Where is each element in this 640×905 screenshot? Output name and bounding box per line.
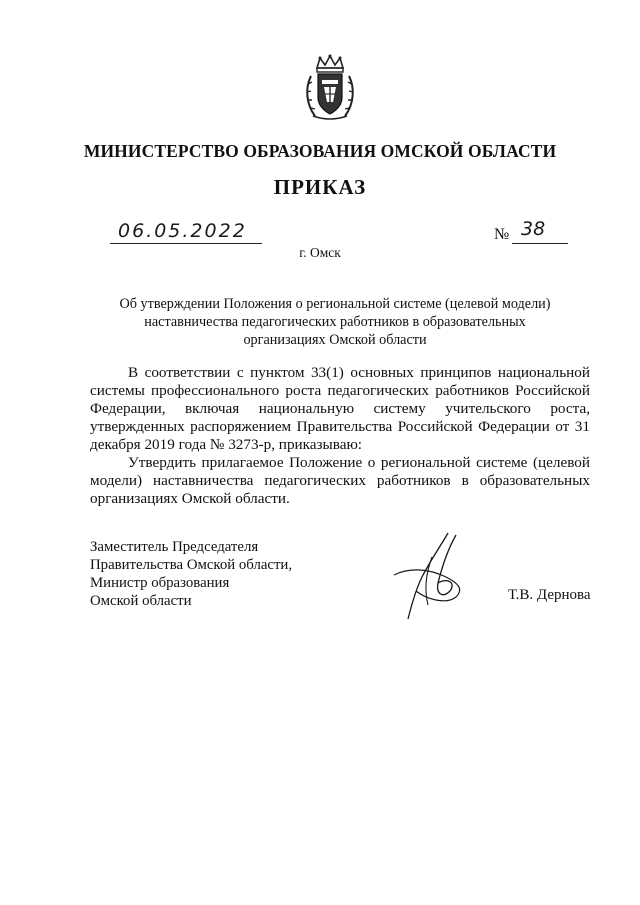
order-subject [100,295,570,349]
number-underline [512,243,568,244]
order-date: 06.05.2022 [118,220,247,242]
position-line: Правительства Омской области, [90,557,293,573]
signatory-name: Т.В. Дернова [508,587,591,603]
position-line: Министр образования [90,575,230,591]
body-paragraph-resolution: Утвердить прилагаемое Положение о региональной системе (целевой модели) наставничества педагогических работников в образовательных организациях Омской области. [90,454,590,507]
subject-line: Об утверждении Положения о региональной системе (целевой модели) [119,296,551,312]
signatory-position [90,538,292,610]
ministry-title: МИНИСТЕРСТВО ОБРАЗОВАНИЯ ОМСКОЙ ОБЛАСТИ [83,141,557,161]
order-number: 38 [521,218,546,240]
document-type-title: ПРИКАЗ [273,175,367,199]
date-underline [110,243,262,244]
coat-of-arms-emblem [303,54,357,122]
order-number-label: № [494,226,510,243]
handwritten-signature [386,527,476,627]
subject-line: организациях Омской области [243,332,427,348]
order-body [90,364,590,508]
city-label: г. Омск [299,245,341,260]
body-paragraph-basis: В соответствии с пунктом 33(1) основных принципов национальной системы профессионального роста педагогических работников Российской Федерации, включая национальную систему учительского роста, утвержденных распоряжением Правительства Российской Федерации от 31 декабря 2019 года № 3273-р, приказываю: [90,364,590,453]
subject-line: наставничества педагогических работников в образовательных [144,314,526,330]
position-line: Омской области [90,593,192,609]
position-line: Заместитель Председателя [90,539,259,555]
